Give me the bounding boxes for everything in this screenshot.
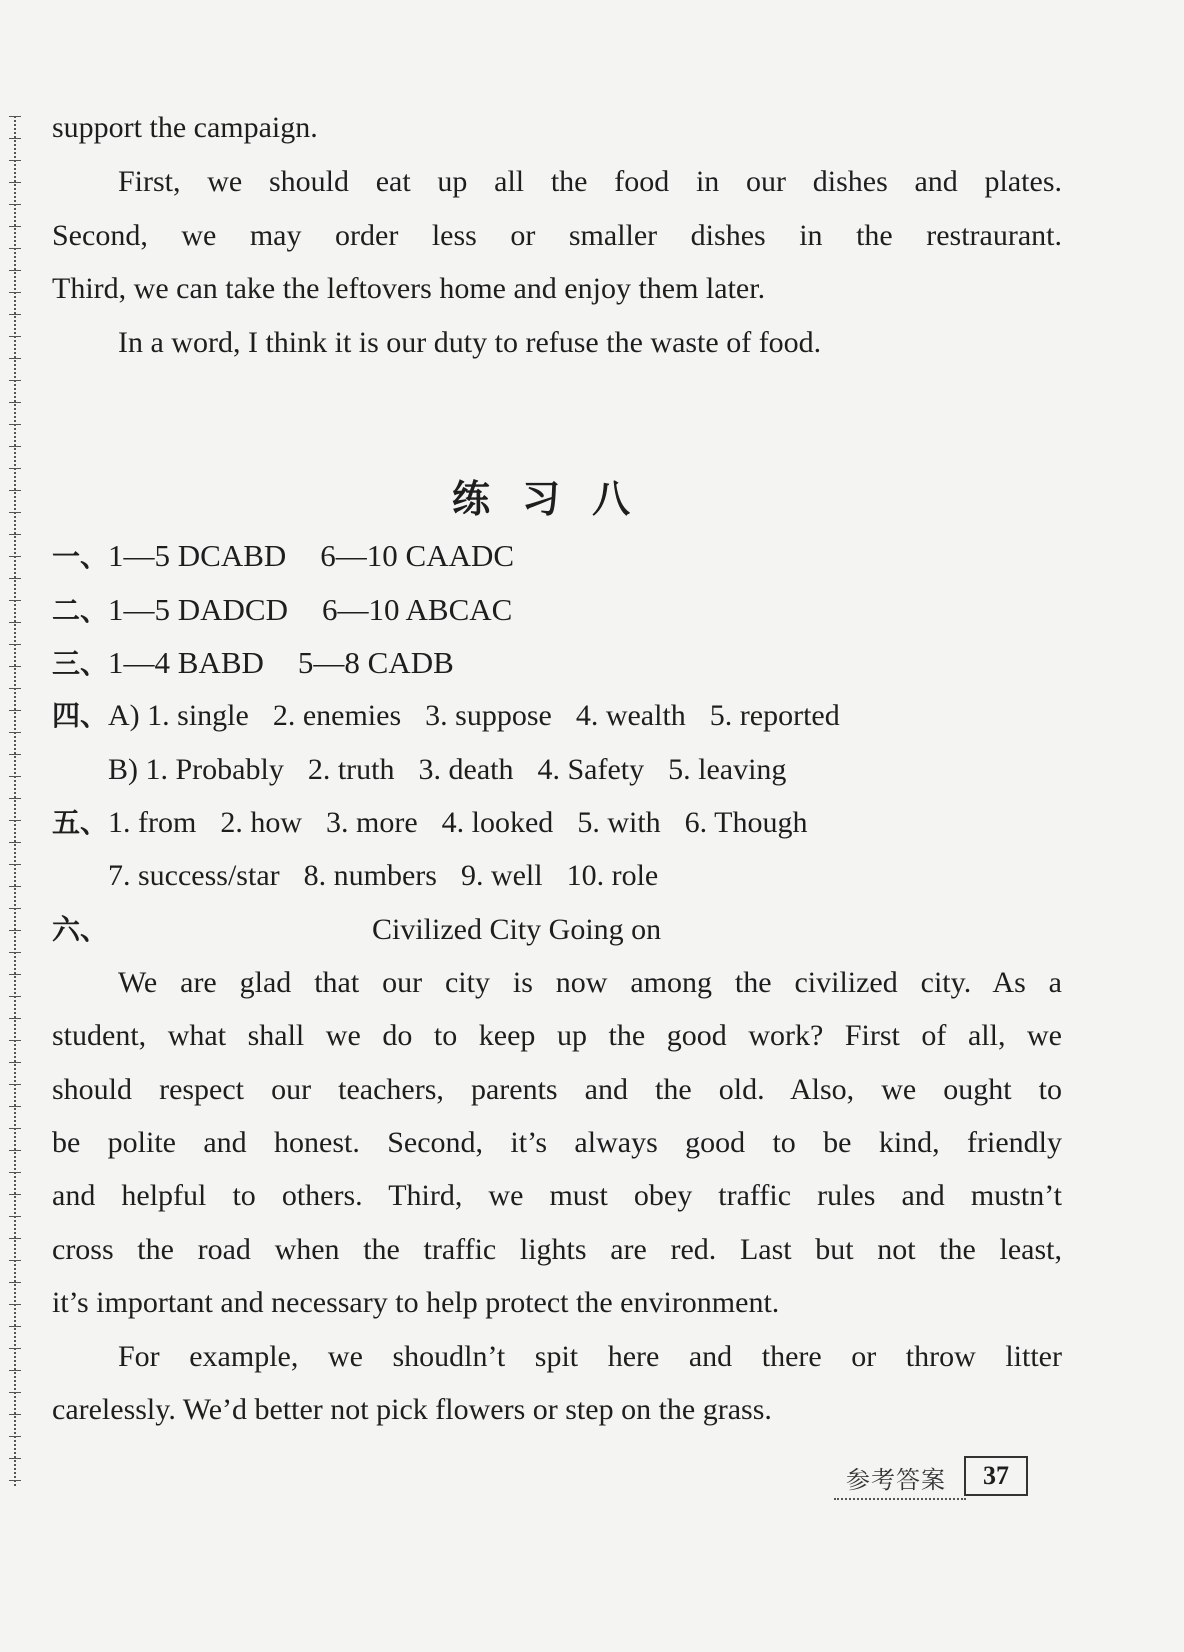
essay-title: Civilized City Going on xyxy=(372,913,662,946)
question-label: 三、 xyxy=(52,647,109,680)
answer-item: 5. leaving xyxy=(668,753,787,786)
answer-item: 3. suppose xyxy=(425,699,552,732)
essay-p1-line: cross the road when the traffic lights are red. Last but not the least, xyxy=(52,1233,1062,1266)
essay-p1-line: and helpful to others. Third, we must obey traffic rules and mustn’t xyxy=(52,1179,1062,1212)
answer-item: 4. looked xyxy=(441,806,554,839)
answer-group: 6—10 ABCAC xyxy=(322,592,513,627)
answer-item: 10. role xyxy=(566,859,659,892)
section-title: 练习八 xyxy=(451,477,662,521)
answer-row-5b xyxy=(108,848,682,904)
answer-item: 2. how xyxy=(220,806,303,839)
answer-item: 4. wealth xyxy=(575,699,686,732)
intro-line-1: support the campaign. xyxy=(52,111,318,144)
answer-item: 2. truth xyxy=(307,753,395,786)
page-number: 37 xyxy=(964,1456,1028,1496)
question-label: 五、 xyxy=(52,806,109,839)
answer-group: 1—4 BABD xyxy=(108,645,264,680)
footer-dotted-rule xyxy=(834,1498,966,1500)
page-footer xyxy=(846,1456,1026,1500)
cut-line-margin xyxy=(14,116,26,1486)
question-label: 一、 xyxy=(52,540,109,573)
answer-group: 6—10 CAADC xyxy=(320,538,515,573)
question-label: 二、 xyxy=(52,594,109,627)
answer-item: 8. numbers xyxy=(303,859,437,892)
intro-para2-line-2: Second, we may order less or smaller dishes in the restraurant. xyxy=(52,219,1062,252)
answer-row-1 xyxy=(52,528,514,585)
answer-group: 1—5 DCABD xyxy=(108,538,287,573)
footer-label: 参考答案 xyxy=(846,1466,946,1494)
essay-p2-line: carelessly. We’d better not pick flowers or step on the grass. xyxy=(52,1393,772,1426)
essay-p2-line: For example, we shoudln’t spit here and there or throw litter xyxy=(118,1340,1062,1373)
answer-item: 1. from xyxy=(108,806,197,839)
answer-item: 3. death xyxy=(418,753,514,786)
answer-item: 6. Though xyxy=(684,806,808,839)
essay-p1-line: student, what shall we do to keep up the good work? First of all, we xyxy=(52,1019,1062,1052)
answer-item: 4. Safety xyxy=(537,753,645,786)
answer-item: 1. single xyxy=(147,699,249,732)
answer-item: 5. reported xyxy=(709,699,840,732)
answer-row-4b xyxy=(108,742,810,798)
answer-row-6-label xyxy=(52,902,108,958)
essay-p1-line: it’s important and necessary to help protect the environment. xyxy=(52,1286,780,1319)
answer-row-2 xyxy=(52,582,512,639)
intro-para3: In a word, I think it is our duty to refuse the waste of food. xyxy=(118,326,822,359)
essay-p1-line: We are glad that our city is now among the civilized city. As a xyxy=(118,966,1062,999)
intro-para2-line-1: First, we should eat up all the food in our dishes and plates. xyxy=(118,165,1062,198)
answer-group: 1—5 DADCD xyxy=(108,592,288,627)
intro-para2-line-3: Third, we can take the leftovers home and enjoy them later. xyxy=(52,272,766,305)
answer-item: 9. well xyxy=(460,859,543,892)
answer-row-3 xyxy=(52,635,454,692)
answer-group: 5—8 CADB xyxy=(297,645,454,680)
answer-item: 2. enemies xyxy=(272,699,402,732)
part-prefix: A) xyxy=(108,699,140,732)
answer-item: 5. with xyxy=(577,806,661,839)
answer-item: 1. Probably xyxy=(145,753,284,786)
answer-item: 3. more xyxy=(326,806,418,839)
question-label: 六、 xyxy=(52,913,109,946)
answer-row-5a xyxy=(52,795,831,851)
answer-row-4a xyxy=(52,688,864,744)
essay-p1-line: should respect our teachers, parents and the old. Also, we ought to xyxy=(52,1073,1062,1106)
answer-item: 7. success/star xyxy=(108,859,280,892)
part-prefix: B) xyxy=(108,753,138,786)
essay-p1-line: be polite and honest. Second, it’s always good to be kind, friendly xyxy=(52,1126,1062,1159)
question-label: 四、 xyxy=(52,699,109,732)
